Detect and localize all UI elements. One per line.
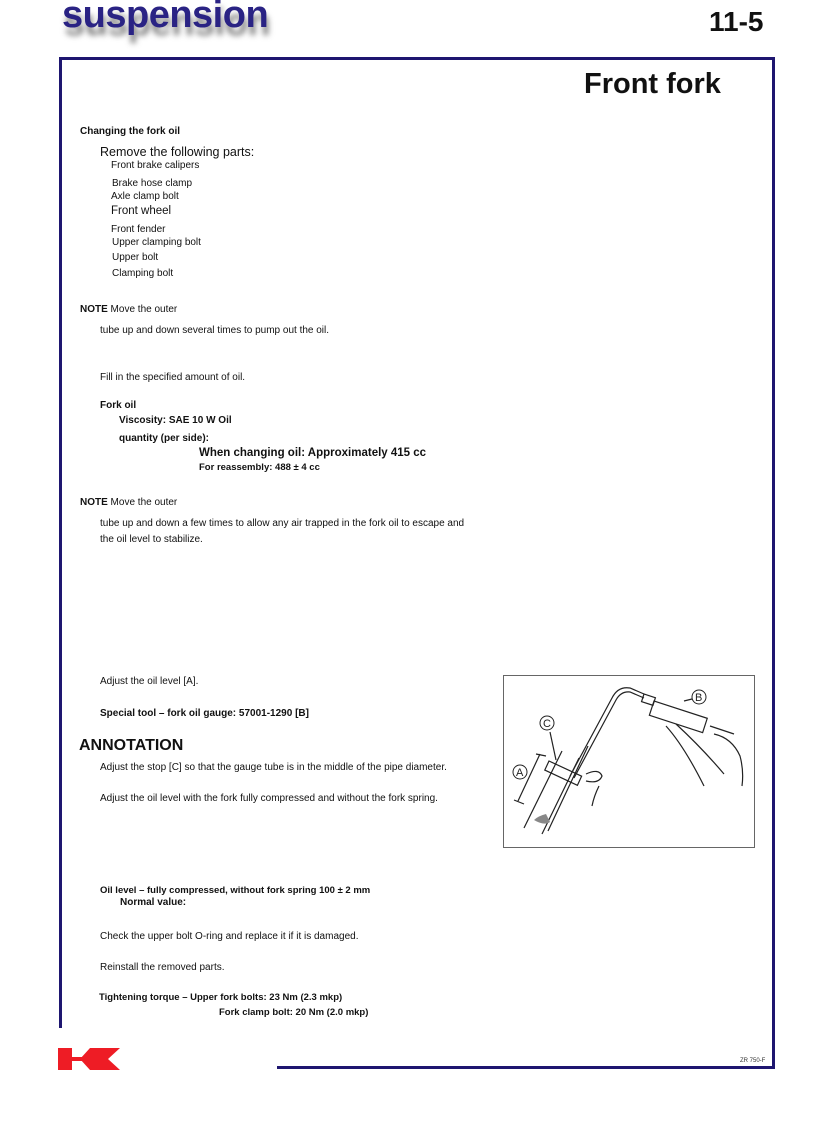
part-item: Brake hose clamp — [112, 178, 193, 189]
oil-level-spec: Oil level – fully compressed, without fork spring 100 ± 2 mm — [100, 885, 371, 896]
frame-border-top — [59, 57, 775, 60]
model-reference: ZR 750-F — [740, 1058, 766, 1064]
remove-intro: Remove the following parts: — [100, 145, 255, 159]
frame-border-bottom — [277, 1066, 775, 1069]
fork-oil-gauge-illustration — [504, 676, 754, 847]
note-text: Move the outer — [107, 304, 178, 315]
note-label: NOTE — [80, 304, 108, 315]
annotation-heading: ANNOTATION — [79, 737, 184, 754]
syringe-body — [649, 701, 707, 733]
part-item: Clamping bolt — [112, 268, 174, 279]
fork-oil-gauge-figure — [503, 675, 755, 848]
fork-oil-viscosity: Viscosity: SAE 10 W Oil — [119, 415, 232, 426]
section-title: suspension — [62, 0, 269, 36]
note-1-continuation: tube up and down several times to pump out the oil. — [100, 325, 330, 336]
annotation-text-1: Adjust the stop [C] so that the gauge tube is in the middle of the pipe diameter. — [100, 762, 447, 773]
part-item: Front fender — [111, 224, 166, 235]
note-2-continuation-1: tube up and down a few times to allow any air trapped in the fork oil to escape and — [100, 518, 465, 529]
part-item: Front wheel — [111, 205, 172, 217]
special-tool-text: Special tool – fork oil gauge: 57001-1290 [B] — [100, 708, 309, 719]
frame-border-left — [59, 57, 62, 1028]
figure-label-a: A — [516, 767, 524, 779]
gauge-tube — [570, 688, 644, 776]
part-item: Front brake calipers — [111, 160, 200, 171]
fill-text: Fill in the specified amount of oil. — [100, 372, 246, 383]
page-number: 11-5 — [709, 6, 764, 37]
part-item: Upper bolt — [112, 252, 159, 263]
note-2 — [80, 497, 177, 508]
normal-value-label: Normal value: — [120, 897, 187, 908]
frame-border-right — [772, 57, 775, 1069]
note-label: NOTE — [80, 497, 108, 508]
procedure-title: Changing the fork oil — [80, 126, 180, 137]
page-heading: Front fork — [584, 68, 721, 100]
fork-oil-title: Fork oil — [100, 400, 137, 411]
torque-upper-bolts: Tightening torque – Upper fork bolts: 23 Nm (2.3 mkp) — [99, 992, 343, 1003]
adjust-level-text: Adjust the oil level [A]. — [100, 676, 199, 687]
figure-label-b: B — [695, 692, 703, 704]
leader-c — [550, 732, 556, 760]
annotation-text-2: Adjust the oil level with the fork fully compressed and without the fork spring. — [100, 793, 438, 804]
reinstall-text: Reinstall the removed parts. — [100, 962, 225, 973]
note-2-continuation-2: the oil level to stabilize. — [100, 534, 203, 545]
oil-surface — [534, 814, 550, 824]
hand-outline — [586, 771, 602, 806]
kawasaki-logo-icon — [58, 1048, 120, 1070]
fork-oil-when-changing: When changing oil: Approximately 415 cc — [199, 447, 427, 459]
figure-label-c: C — [543, 718, 551, 730]
part-item: Upper clamping bolt — [112, 237, 201, 248]
fork-oil-quantity-label: quantity (per side): — [119, 433, 210, 444]
check-oring-text: Check the upper bolt O-ring and replace it if it is damaged. — [100, 931, 359, 942]
fork-tube-line — [548, 746, 588, 831]
part-item: Axle clamp bolt — [111, 191, 179, 202]
fork-oil-reassembly: For reassembly: 488 ± 4 cc — [199, 462, 320, 473]
torque-clamp-bolt: Fork clamp bolt: 20 Nm (2.0 mkp) — [219, 1007, 369, 1018]
note-1 — [80, 304, 177, 315]
note-text: Move the outer — [107, 497, 178, 508]
